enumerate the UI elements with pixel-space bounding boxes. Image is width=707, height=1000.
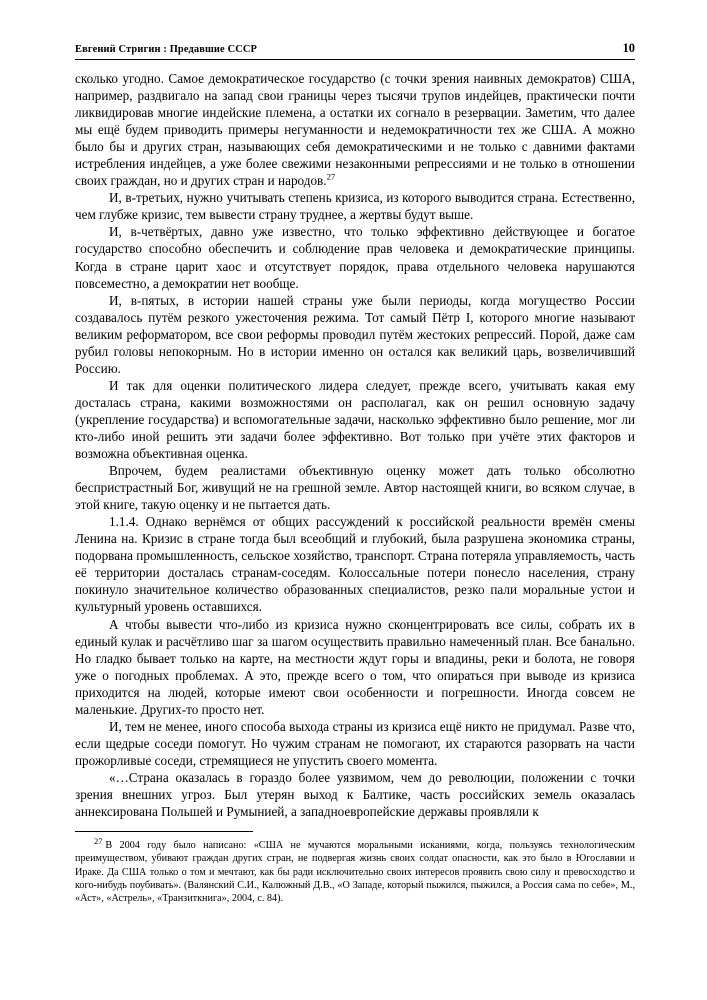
footnote-area	[75, 831, 635, 905]
paragraph: И, в-четвёртых, давно уже известно, что только эффективно действующее и богатое государство способно обеспечить и соблюдение прав человека и демократические принципы. Когда в стране царит хаос и отсутствует порядок, права отдельного человека нарушаются повсеместно, а демократии нет вообще.	[75, 224, 635, 291]
footnote-reference[interactable]: 27	[326, 171, 336, 182]
footnote-text: В 2004 году было написано: «США не мучаются моральными исканиями, когда, пользуясь технологическим преимуществом, убивают граждан других стран, не подвергая жизнь своих солдат опасности, как это было в Югославии и Ираке. Да США только о том и мечтают, как бы ради исключительно своих интересов проявить свою силу и превосходство и кого-нибудь поубивать». (Валянский С.И., Калюжный Д.В., «О Западе, который пыжился, пыжился, а Россия сама по себе», М., «Аст», «Астрель», «Транзиткнига», 2004, с. 84).	[75, 840, 635, 905]
running-head	[75, 41, 635, 60]
paragraph-text: сколько угодно. Самое демократическое государство (с точки зрения наивных демократов) США, например, раздвигало на запад свои границы через тысячи трупов индейцев, практически почти ликвидировав многие индейские племена, а остатки их согнало в резервации. Заметим, что далее мы ещё будем приводить примеры негуманности и недемократичности тех же США. А можно было бы и других стран, называющих себя демократическими и не только с давними фактами истребления индейцев, а уже более свежими незаконными репрессиями и не только в отношении своих граждан, но и других стран и народов.	[75, 71, 635, 189]
page-number: 10	[622, 41, 635, 55]
footnote-line	[75, 836, 635, 905]
footnote-separator-rule	[75, 831, 253, 832]
paragraph: Впрочем, будем реалистами объективную оценку может дать только обсолютно беспристрастный Бог, живущий не на грешной земле. Автор настоящей книги, во всяком случае, в этой книге, такую оценку и не пытается дать.	[75, 463, 635, 513]
paragraph	[75, 70, 635, 189]
body-text	[75, 70, 635, 820]
footnote-number: 27	[94, 836, 103, 846]
section-paragraph-1-1-4: 1.1.4. Однако вернёмся от общих рассуждений к российской реальности времён смены Ленина на. Кризис в стране тогда был всеобщий и глубокий, была разрушена экономика страны, подорвана промышленность, сельское хозяйство, транспорт. Страна потеряла управляемость, часть её территории досталась странам-соседям. Колоссальные потери понесло населения, страну покинуло значительное количество образованных специалистов, резко пали моральные устои и культурный уровень оставшихся.	[75, 514, 635, 615]
footnote	[75, 836, 635, 905]
running-head-title: Евгений Стригин : Предавшие СССР	[75, 44, 258, 55]
paragraph: И, в-пятых, в истории нашей страны уже были периоды, когда могущество России создавалось путём резкого ужесточения режима. Тот самый Пётр I, которого многие называют великим реформатором, все свои реформы проводил путём жестоких репрессий. Порой, даже сам рубил головы непокорным. Но в истории именно он остался как великий царь, возвеличивший Россию.	[75, 292, 635, 376]
paragraph: И, тем не менее, иного способа выхода страны из кризиса ещё никто не придумал. Разве что, если щедрые соседи помогут. Но чужим странам не помогают, их стараются разорвать на части прожорливые соседи, стремящиеся не упустить своего момента.	[75, 718, 635, 768]
quotation-paragraph: «…Страна оказалась в гораздо более уязвимом, чем до революции, положении с точки зрения внешних угроз. Был утерян выход к Балтике, часть российских земель оказалась аннексирована Польшей и Румынией, а западноевропейские державы проявляли к	[75, 769, 635, 820]
paragraph: И, в-третьих, нужно учитывать степень кризиса, из которого выводится страна. Естественно, чем глубже кризис, тем вывести страну труднее, а жертвы будут выше.	[75, 190, 635, 223]
paragraph: А чтобы вывести что-либо из кризиса нужно сконцентрировать все силы, собрать их в единый кулак и расчётливо шаг за шагом осуществить правильно намеченный план. Все банально. Но гладко бывает только на карте, на местности ждут горы и впадины, реки и болота, не говоря уже о погодных проблемах. А это, прежде всего о том, что опираться при выводе из кризиса приходится на людей, которые имеют свои особенности и погрешности. Иногда совсем не маленькие. Других-то просто нет.	[75, 616, 635, 717]
paragraph: И так для оценки политического лидера следует, прежде всего, учитывать какая ему досталась страна, какими возможностями он располагал, как он решил основную задачу (укрепление государства) и вспомогательные задачи, насколько эффективно было решение, мог ли кто-либо иной решить эти задачи более эффективно. Вот только при учёте этих факторов и возможна объективная оценка.	[75, 377, 635, 462]
